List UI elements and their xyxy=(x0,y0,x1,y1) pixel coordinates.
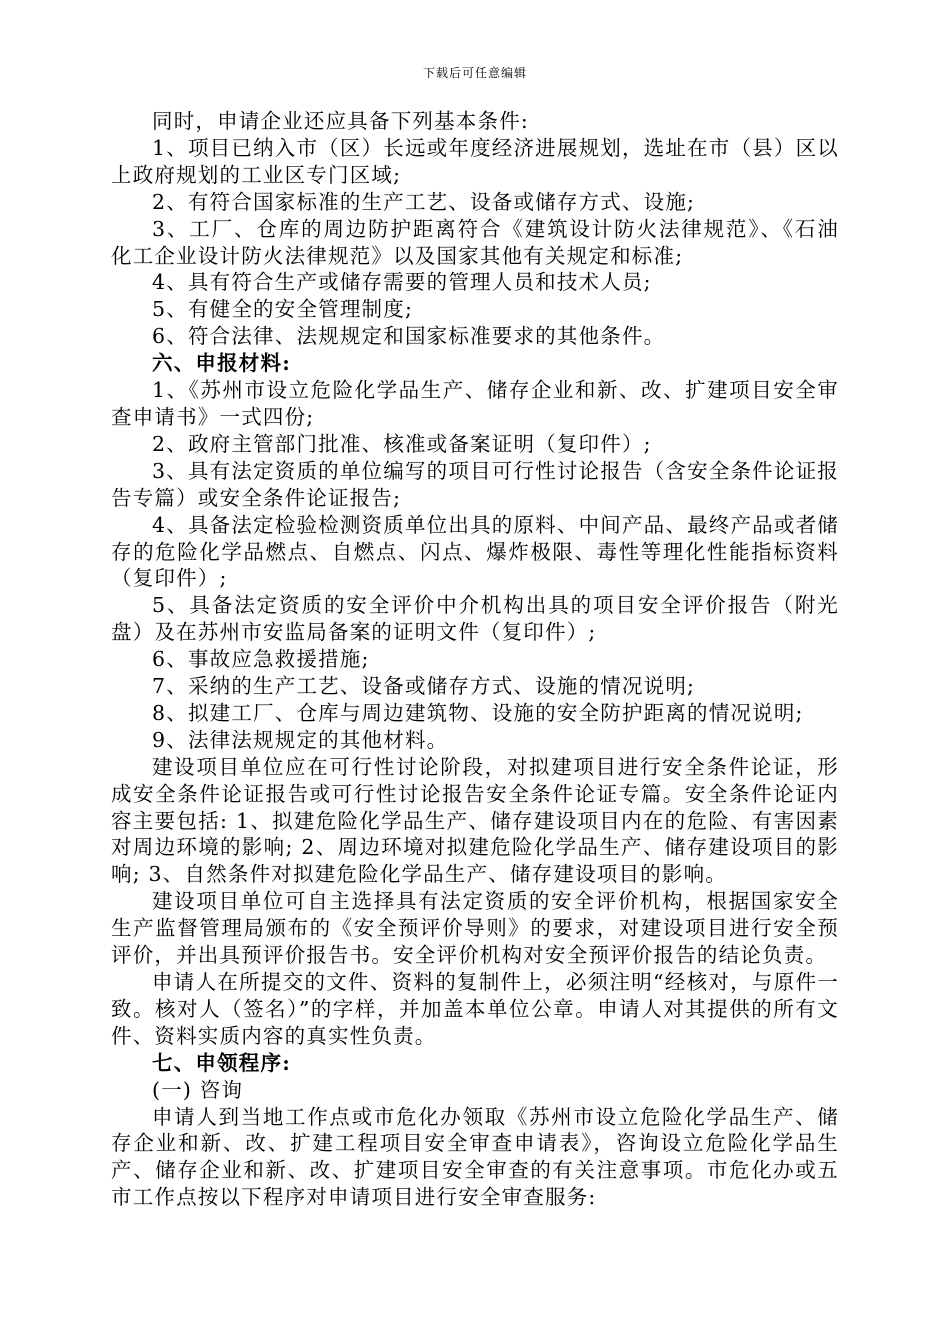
paragraph: 7、采纳的生产工艺、设备或储存方式、设施的情况说明; xyxy=(152,674,696,699)
paragraph: 6、事故应急救援措施; xyxy=(152,647,370,672)
paragraph: 同时，申请企业还应具备下列基本条件: xyxy=(152,109,530,133)
paragraph: 5、有健全的安全管理制度; xyxy=(152,297,414,322)
paragraph: 2、政府主管部门批准、核准或备案证明（复印件）; xyxy=(152,431,652,456)
paragraph: 建设项目单位应在可行性讨论阶段，对拟建项目进行安全条件论证，形成安全条件论证报告或可行性讨论报告安全条件论证专篇。安全条件论证内容主要包括: 1、拟建危险化学品生产、储存建设项目内在的危险、有害因素对周边环境的影响; 2、周边环境对拟建危险化学品生产、储存建设项目的影响; 3、自然条件对拟建危险化学品生产、储存建设项目的影响。 xyxy=(111,754,839,887)
paragraph: 9、法律法规规定的其他材料。 xyxy=(152,727,449,752)
section-heading: 六、申报材料: xyxy=(152,351,291,376)
page-header: 下载后可任意编辑 xyxy=(422,66,527,80)
paragraph: 6、符合法律、法规规定和国家标准要求的其他条件。 xyxy=(152,324,666,349)
section-heading: 七、申领程序: xyxy=(152,1050,291,1075)
document-body xyxy=(111,108,839,1211)
paragraph: 1、项目已纳入市（区）长远或年度经济进展规划，选址在市（县）区以上政府规划的工业区专门区域; xyxy=(111,135,839,187)
paragraph: 2、有符合国家标准的生产工艺、设备或储存方式、设施; xyxy=(152,189,696,214)
paragraph: 建设项目单位可自主选择具有法定资质的安全评价机构，根据国家安全生产监督管理局颁布的《安全预评价导则》的要求，对建设项目进行安全预评价，并出具预评价报告书。安全评价机构对安全预评价报告的结论负责。 xyxy=(111,889,839,968)
paragraph: (一) 咨询 xyxy=(152,1077,244,1102)
paragraph: 申请人在所提交的文件、资料的复制件上，必须注明“经核对，与原件一致。核对人（签名）”的字样，并加盖本单位公章。申请人对其提供的所有文件、资料实质内容的真实性负责。 xyxy=(111,970,839,1048)
paragraph: 4、具有符合生产或储存需要的管理人员和技术人员; xyxy=(152,270,652,295)
paragraph: 4、具备法定检验检测资质单位出具的原料、中间产品、最终产品或者储存的危险化学品燃点、自燃点、闪点、爆炸极限、毒性等理化性能指标资料（复印件）; xyxy=(111,512,839,591)
paragraph: 5、具备法定资质的安全评价中介机构出具的项目安全评价报告（附光盘）及在苏州市安监局备案的证明文件（复印件）; xyxy=(111,593,839,645)
paragraph: 3、具有法定资质的单位编写的项目可行性讨论报告（含安全条件论证报告专篇）或安全条件论证报告; xyxy=(111,458,839,510)
paragraph: 申请人到当地工作点或市危化办领取《苏州市设立危险化学品生产、储存企业和新、改、扩建工程项目安全审查申请表》，咨询设立危险化学品生产、储存企业和新、改、扩建项目安全审查的有关注意事项。市危化办或五市工作点按以下程序对申请项目进行安全审查服务: xyxy=(111,1104,839,1210)
paragraph: 3、工厂、仓库的周边防护距离符合《建筑设计防火法律规范》、《石油化工企业设计防火法律规范》以及国家其他有关规定和标准; xyxy=(111,216,839,268)
paragraph: 8、拟建工厂、仓库与周边建筑物、设施的安全防护距离的情况说明; xyxy=(152,700,804,725)
paragraph: 1、《苏州市设立危险化学品生产、储存企业和新、改、扩建项目安全审查申请书》一式四份; xyxy=(111,378,839,429)
